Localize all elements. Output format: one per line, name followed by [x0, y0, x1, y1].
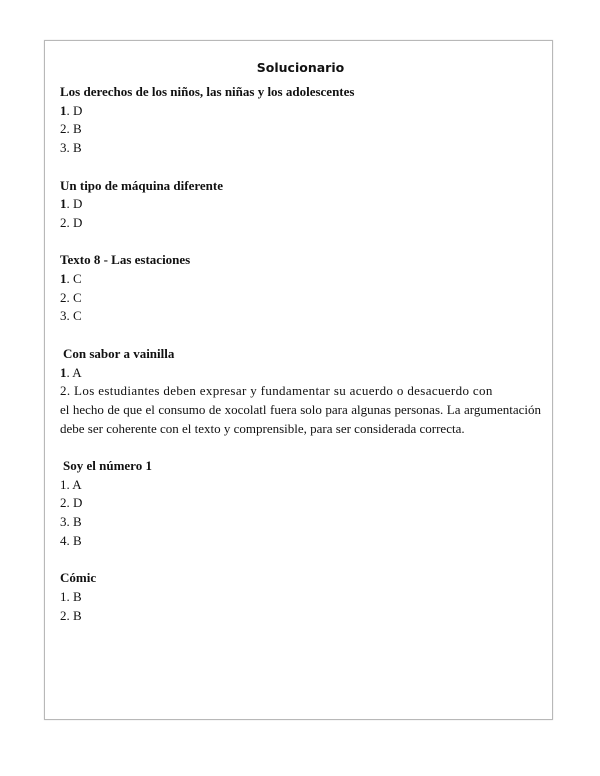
answer-number: 4: [60, 532, 67, 548]
answer-number: 3: [60, 140, 67, 156]
answer-number: 2: [60, 289, 67, 305]
answer-number: 3: [60, 308, 67, 324]
answer-item: [60, 532, 541, 551]
answer-number: 1: [60, 364, 67, 380]
answer-text: . D: [66, 196, 83, 212]
section-heading: Con sabor a vainilla: [63, 345, 175, 361]
document-content: [60, 59, 541, 644]
answer-item: [60, 494, 541, 513]
answer-text: . C: [66, 308, 82, 324]
section-heading: Los derechos de los niños, las niñas y los adolescentes: [60, 84, 355, 99]
section-heading: Texto 8 - Las estaciones: [60, 252, 191, 268]
answer-number: 2: [60, 607, 67, 623]
answer-text: . B: [66, 140, 82, 156]
section-derechos: [60, 83, 541, 158]
answer-text: . B: [66, 532, 82, 548]
long-answer-line1: 2. Los estudiantes deben expresar y fundamentar su acuerdo o desacuerdo con: [60, 383, 493, 399]
answer-item: [60, 476, 541, 495]
answer-item: [60, 588, 541, 607]
answer-item: [60, 364, 541, 383]
answer-text: . C: [66, 289, 82, 305]
answer-item: [60, 139, 541, 158]
section-vainilla: [60, 345, 541, 439]
section-heading: Soy el número 1: [63, 458, 152, 473]
answer-item: [60, 120, 541, 139]
section-maquina: [60, 177, 541, 233]
answer-text: . D: [66, 495, 83, 511]
section-comic: [60, 569, 541, 625]
answer-item: [60, 513, 541, 532]
answer-number: 2: [60, 214, 67, 230]
answer-number: 1: [60, 102, 67, 118]
section-numero-1: [60, 457, 541, 551]
answer-item: [60, 289, 541, 308]
answer-item: [60, 270, 541, 289]
answer-item: [60, 307, 541, 326]
answer-text: . A: [66, 364, 82, 380]
section-heading: Un tipo de máquina diferente: [60, 177, 223, 193]
answer-text: . D: [66, 214, 83, 230]
document-page: [44, 40, 553, 720]
answer-number: 3: [60, 514, 67, 530]
answer-number: 2: [60, 121, 67, 137]
section-estaciones: [60, 251, 541, 326]
answer-number: 1: [60, 196, 67, 212]
answer-text: . B: [66, 514, 82, 530]
answer-text: . A: [66, 476, 82, 492]
page-title: Solucionario: [256, 60, 345, 75]
answer-text: . B: [66, 588, 82, 604]
answer-text: . D: [66, 102, 83, 118]
answer-text: . B: [66, 121, 82, 137]
answer-number: 1: [60, 271, 67, 286]
long-answer-rest: el hecho de que el consumo de xocolatl fuera solo para algunas personas. La argumentación debe ser coherente con el texto y comprensible, para ser considerada correcta.: [60, 401, 541, 436]
answer-number: 1: [60, 476, 67, 492]
answer-text: . C: [66, 271, 82, 286]
answer-number: 1: [60, 588, 67, 604]
section-heading: Cómic: [60, 570, 97, 586]
answer-text: . B: [66, 607, 82, 623]
long-answer: [60, 382, 541, 438]
answer-item: [60, 102, 541, 121]
answer-number: 2: [60, 495, 67, 511]
answer-item: [60, 195, 541, 214]
answer-item: [60, 607, 541, 626]
answer-item: [60, 214, 541, 233]
